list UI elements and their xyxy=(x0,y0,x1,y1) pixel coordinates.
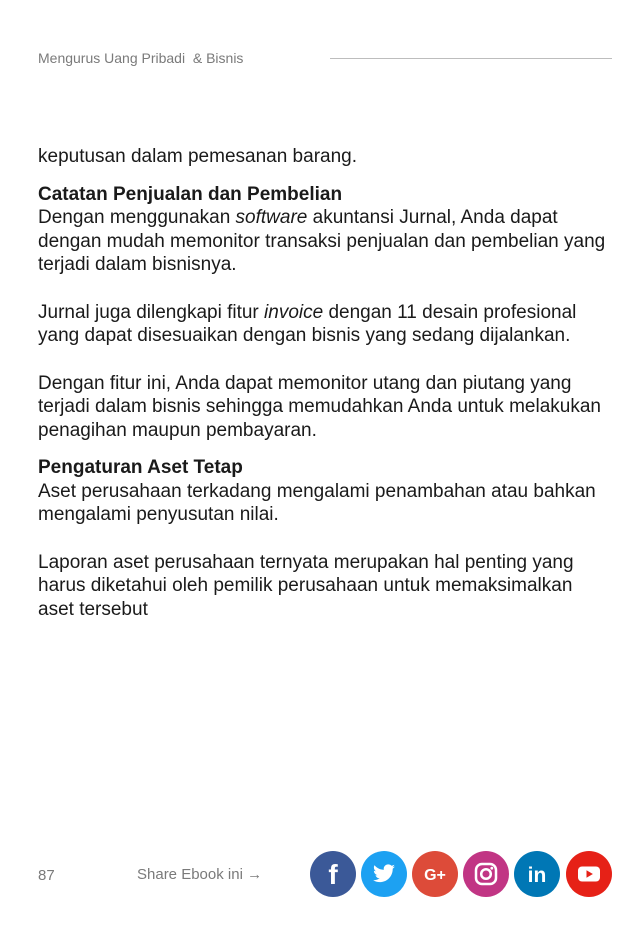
share-text: Share Ebook ini xyxy=(137,866,243,883)
text-run: Jurnal juga dilengkapi fitur xyxy=(38,301,265,323)
text-run: dengan 11 desain profesional yang dapat disesuaikan dengan bisnis yang sedang dijalankan. xyxy=(38,301,577,346)
svg-text:f: f xyxy=(328,859,338,890)
share-label xyxy=(137,866,262,883)
paragraph-assets: Aset perusahaan terkadang mengalami penambahan atau bahkan mengalami penyusutan nilai. xyxy=(38,480,596,525)
google-plus-icon xyxy=(412,851,458,897)
paragraph-software xyxy=(38,206,612,277)
text-run: Dengan menggunakan xyxy=(38,207,236,228)
youtube-icon xyxy=(566,851,612,897)
instagram-share-button[interactable] xyxy=(463,851,509,897)
page-header xyxy=(38,50,612,70)
page-footer xyxy=(0,850,638,900)
page-content xyxy=(38,145,612,621)
paragraph-invoice xyxy=(38,301,612,348)
section-heading-sales: Catatan Penjualan dan Pembelian xyxy=(38,183,343,205)
svg-text:G+: G+ xyxy=(424,867,446,884)
intro-line: keputusan dalam pemesanan barang. xyxy=(38,146,358,167)
italic-term: invoice xyxy=(264,301,324,323)
arrow-right-icon: → xyxy=(247,866,263,883)
italic-term: software xyxy=(235,207,308,228)
facebook-share-button[interactable] xyxy=(310,851,356,897)
linkedin-icon xyxy=(514,851,560,897)
book-title: Mengurus Uang Pribadi & Bisnis xyxy=(38,50,244,66)
page-number: 87 xyxy=(38,867,55,884)
text-run: akuntansi Jurnal, Anda dapat dengan mudah memonitor transaksi penjualan dan pembelian yang terjadi dalam bisnisnya. xyxy=(38,207,606,275)
linkedin-share-button[interactable] xyxy=(514,851,560,897)
svg-text:in: in xyxy=(527,864,547,887)
twitter-share-button[interactable] xyxy=(361,851,407,897)
instagram-icon xyxy=(463,851,509,897)
section-heading-assets: Pengaturan Aset Tetap xyxy=(38,457,243,478)
youtube-share-button[interactable] xyxy=(566,851,612,897)
paragraph-monitor: Dengan fitur ini, Anda dapat memonitor utang dan piutang yang terjadi dalam bisnis sehingga memudahkan Anda untuk melakukan penagihan maupun pembayaran. xyxy=(38,372,601,441)
header-divider xyxy=(330,58,612,59)
twitter-icon xyxy=(361,851,407,897)
facebook-icon xyxy=(310,851,356,897)
googleplus-share-button[interactable] xyxy=(412,851,458,897)
paragraph-asset-report: Laporan aset perusahaan ternyata merupakan hal penting yang harus diketahui oleh pemilik perusahaan untuk memaksimalkan aset tersebut xyxy=(38,551,574,620)
